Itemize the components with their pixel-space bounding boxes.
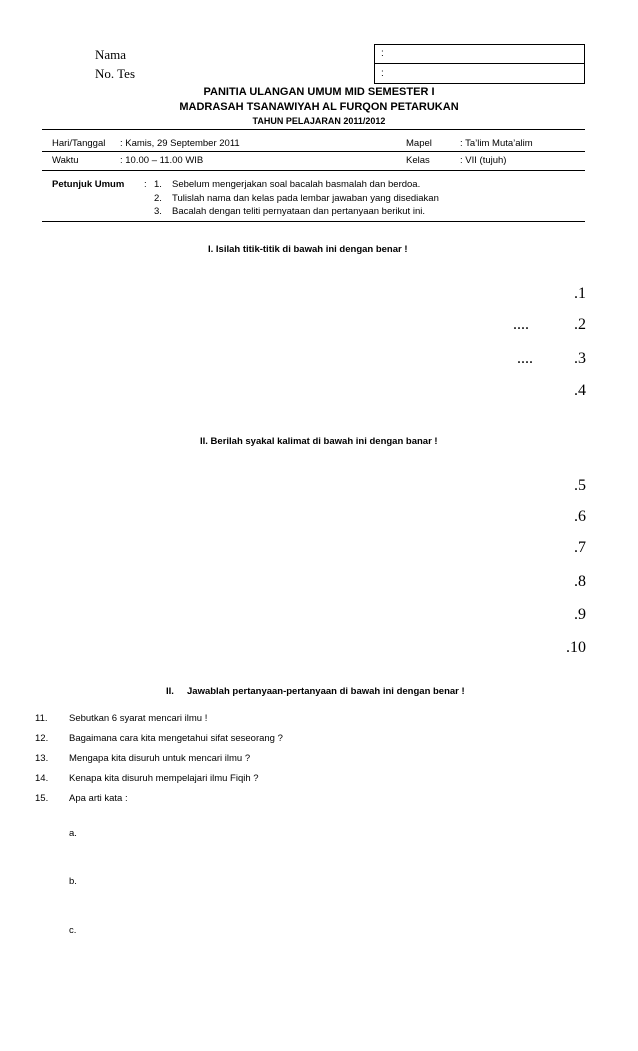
hari-value: : Kamis, 29 September 2011 [120, 138, 240, 149]
hari-label: Hari/Tanggal [52, 138, 106, 149]
petunjuk-text-3: Bacalah dengan teliti pernyataan dan pertanyaan berikut ini. [172, 206, 425, 217]
question-number: 15. [35, 793, 49, 804]
kelas-value: : VII (tujuh) [460, 155, 507, 166]
info-bottom-line [42, 170, 585, 171]
question-text: Mengapa kita disuruh untuk mencari ilmu ? [69, 753, 251, 764]
info-divider [42, 151, 585, 152]
petunjuk-colon: : [144, 179, 147, 190]
question-text: Sebutkan 6 syarat mencari ilmu ! [69, 713, 208, 724]
s2-item-5: .5 [574, 477, 586, 494]
question-number: 13. [35, 753, 49, 764]
waktu-label: Waktu [52, 155, 79, 166]
s2-item-6: .6 [574, 508, 586, 525]
header-top-line [42, 129, 585, 130]
s2-item-9: .9 [574, 606, 586, 623]
s1-dots-3: .... [517, 350, 533, 367]
s1-item-3: .3 [574, 350, 586, 367]
exam-title: PANITIA ULANGAN UMUM MID SEMESTER I [203, 86, 435, 98]
mapel-label: Mapel [406, 138, 432, 149]
s1-item-1: .1 [574, 285, 586, 302]
section3-heading-text: Jawablah pertanyaan-pertanyaan di bawah ini dengan benar ! [187, 686, 465, 697]
kelas-label: Kelas [406, 155, 430, 166]
s2-item-10: .10 [566, 639, 586, 656]
question-number: 11. [35, 713, 48, 724]
question-number: 12. [35, 733, 49, 744]
s1-dots-2: .... [513, 316, 529, 333]
section3-heading-num: II. [166, 686, 174, 697]
question-text: Apa arti kata : [69, 793, 128, 804]
s1-item-2: .2 [574, 316, 586, 333]
petunjuk-num-3: 3. [154, 206, 162, 217]
subitem-a: a. [69, 828, 77, 839]
question-text: Kenapa kita disuruh mempelajari ilmu Fiqih ? [69, 773, 259, 784]
school-title: MADRASAH TSANAWIYAH AL FURQON PETARUKAN [179, 101, 459, 113]
waktu-value: : 10.00 – 11.00 WIB [120, 155, 204, 166]
petunjuk-num-2: 2. [154, 193, 162, 204]
notes-label: No. Tes [95, 66, 136, 81]
section1-heading: I. Isilah titik-titik di bawah ini dengan benar ! [208, 244, 408, 255]
subitem-b: b. [69, 876, 77, 887]
subitem-c: c. [69, 925, 77, 936]
s1-item-4: .4 [574, 382, 586, 399]
nama-label: Nama [95, 47, 127, 62]
question-text: Bagaimana cara kita mengetahui sifat seseorang ? [69, 733, 283, 744]
petunjuk-bottom-line [42, 221, 585, 222]
name-box [374, 44, 585, 84]
s2-item-7: .7 [574, 539, 586, 556]
notes-colon: : [381, 68, 384, 79]
mapel-value: : Ta’lim Muta’alim [460, 138, 533, 149]
name-box-divider [374, 63, 584, 64]
s2-item-8: .8 [574, 573, 586, 590]
petunjuk-text-2: Tulislah nama dan kelas pada lembar jawaban yang disediakan [172, 193, 439, 204]
year-title: TAHUN PELAJARAN 2011/2012 [252, 116, 386, 126]
petunjuk-label: Petunjuk Umum [52, 179, 125, 190]
section2-heading: II. Berilah syakal kalimat di bawah ini dengan banar ! [200, 436, 438, 447]
petunjuk-text-1: Sebelum mengerjakan soal bacalah basmalah dan berdoa. [172, 179, 421, 190]
question-number: 14. [35, 773, 49, 784]
petunjuk-num-1: 1. [154, 179, 162, 190]
nama-colon: : [381, 48, 384, 59]
